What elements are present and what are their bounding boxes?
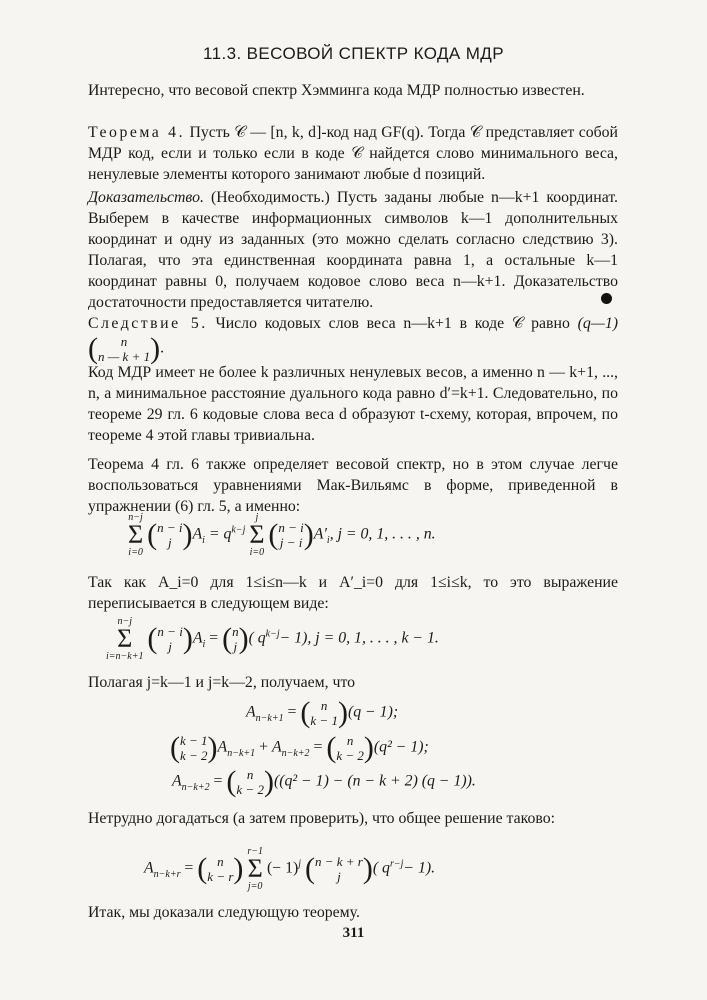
corollary-5-formula-pre: (q—1) [577, 315, 618, 332]
corollary-5: Следствие 5. Число кодовых слов веса n—k+1 в коде 𝒞 равно (q—1) ( n n — k + 1). [88, 315, 618, 365]
equation-rewritten: n−j Σ i=n−k+1 (n − i j )$A_i = (n$ j)( $q^{k-j}- 1$), j = 0, 1, . . . , k − 1. [106, 616, 439, 662]
eq2-binom-1: (n − i j ) [147, 622, 193, 655]
theorem-4 [88, 122, 618, 185]
section-title: 11.3. ВЕСОВОЙ СПЕКТР КОДА МДР [203, 44, 504, 63]
eq1-binom-1: (n − i j ) [147, 518, 193, 551]
equation-line-3: $A_{n-k+2}$ = ( n k − 2)((q² − 1) − (n − k + 2) (q − 1)). [172, 765, 476, 798]
setting-paragraph: Полагая j=k—1 и j=k—2, получаем, что [88, 674, 356, 691]
equation-line-2: (k − 1 $k - 2)A_{n-k+1} + A_{n-k+2}$ = ( n k − 2)(q² − 1); [170, 731, 429, 764]
mds-weights-paragraph: Код МДР имеет не более k различных ненулевых весов, а именно n — k+1, ..., n, а минимальное расстояние дуального кода равно d′=k+1. Следовательно, по теореме 29 гл. 6 кодовые слова веса d образуют t-схему, которая, впрочем, по теореме 4 этой главы тривиальна. [88, 364, 618, 444]
equation-general-solution: $A_{n-k+r}$ = ( n k − r) r−1 Σ j=0 (− 1)$^j$ (n − k + r j )( $q^{r-j}- 1$). [144, 846, 436, 892]
corollary-5-text: Число кодовых слов веса n—k+1 в коде 𝒞 равно [215, 315, 570, 332]
sum-symbol-2: j Σ i=0 [249, 512, 265, 558]
sum-symbol-4: r−1 Σ j=0 [247, 846, 263, 892]
equation-macwilliams: n−j Σ i=0 (n − i j )$A_i = q^{k-j}$ j Σ i=0 (n − i $j - i)A'_i$, j = 0, 1, . . . , n. [128, 512, 436, 558]
proof-label: Доказательство. [88, 189, 204, 206]
general-solution-paragraph: Нетрудно догадаться (а затем проверить), что общее решение таково: [88, 810, 556, 827]
binom-bottom: n — k + 1 [98, 349, 151, 364]
binom-top: n [120, 334, 128, 349]
end-of-proof-mark [601, 293, 612, 304]
equation-line-1: $A_{n-k+1}$ = ( n k − 1)(q − 1); [246, 696, 399, 729]
proof-paragraph [88, 187, 618, 313]
proof-text: (Необходимость.) Пусть заданы любые n—k+1 координат. Выберем в качестве информационных символов k—1 дополнительных координат и одну из заданных (это можно сделать согласно следствию 3). Полагая, что эта единственная координата равна 1, а остальные k—1 координат равны 0, получаем кодовое слово веса n—k+1. Доказательство достаточности предоставляется читателю. [88, 189, 618, 311]
corollary-5-binomial: ( n n — k + 1) [88, 332, 161, 365]
theorem-4-text: Пусть 𝒞 — [n, k, d]-код над GF(q). Тогда 𝒞 представляет собой МДР код, если и только если в коде 𝒞 найдется слово минимального веса, ненулевые элементы которого занимают любые d позиций. [88, 124, 619, 183]
eq1-binom-2: (n − i j − i) [268, 518, 314, 551]
since-paragraph: Так как A_i=0 для 1≤i≤n—k и A′_i=0 для 1≤i≤k, то это выражение переписывается в следующем виде: [88, 574, 618, 612]
macwilliams-paragraph: Теорема 4 гл. 6 также определяет весовой спектр, но в этом случае легче воспользоваться уравнениями Мак-Вильямс в форме, приведенной в упражнении (6) гл. 5, а именно: [88, 456, 618, 515]
page-number: 311 [342, 925, 365, 941]
sum-symbol-1: n−j Σ i=0 [128, 512, 144, 558]
intro-paragraph: Интересно, что весовой спектр Хэмминга кода МДР полностью известен. [88, 82, 585, 99]
corollary-5-label: Следствие 5. [88, 315, 208, 332]
closing-paragraph: Итак, мы доказали следующую теорему. [88, 904, 360, 921]
sum-symbol-3: n−j Σ i=n−k+1 [106, 616, 144, 662]
theorem-4-label: Теорема 4. [88, 124, 186, 141]
eq2-binom-2: (n j) [222, 622, 249, 655]
